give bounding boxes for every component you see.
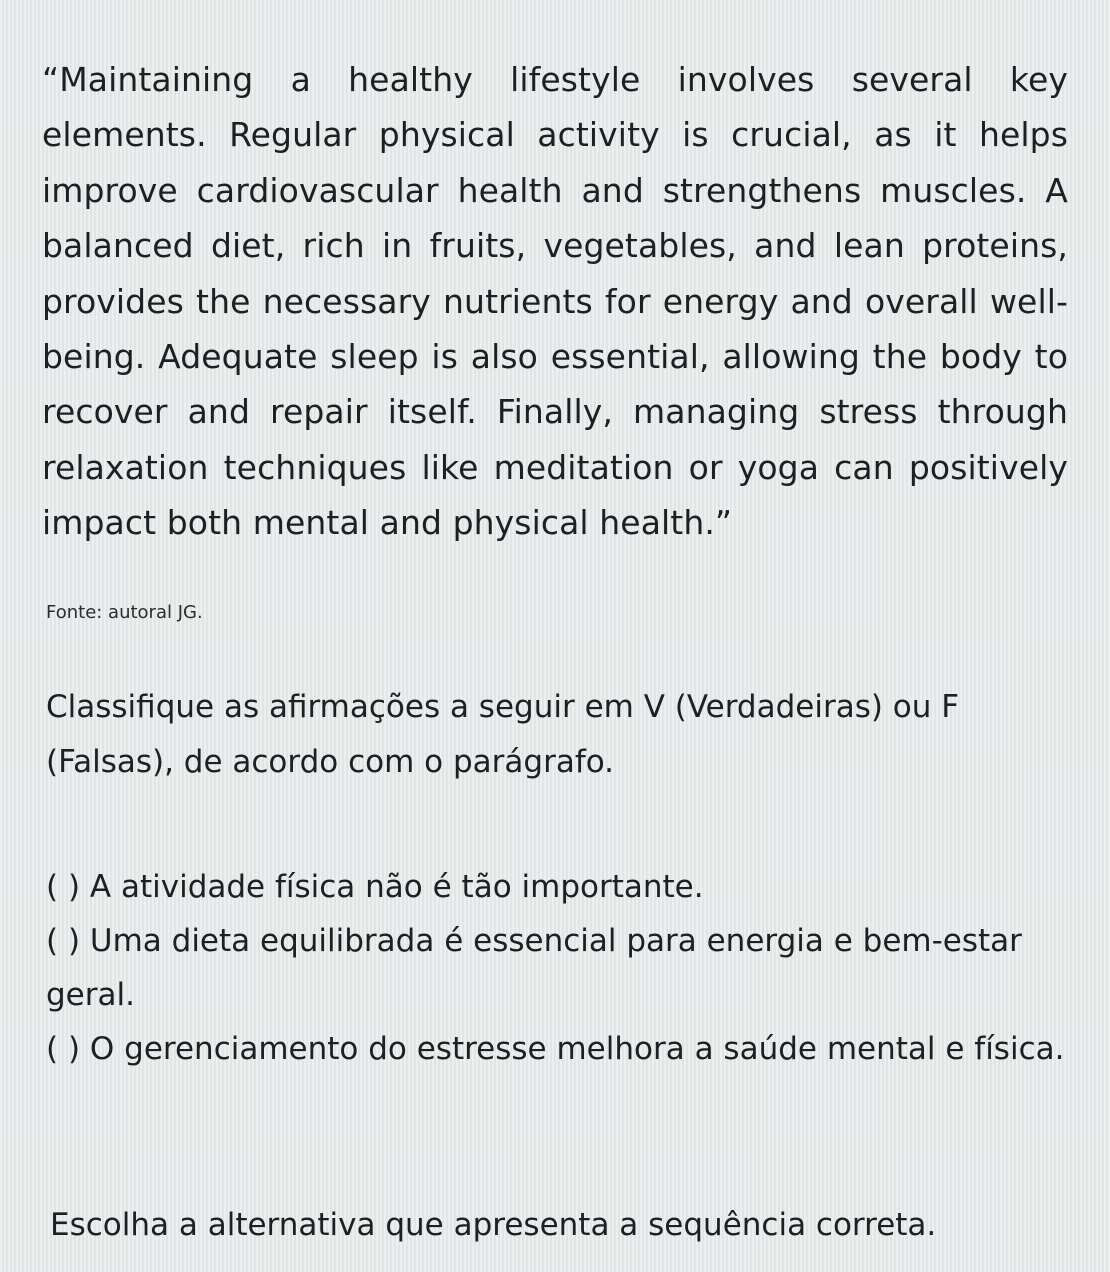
answer-blank[interactable]: ( ) (46, 923, 81, 959)
statement-text: Uma dieta equilibrada é essencial para energia e bem-estar geral. (46, 923, 1022, 1013)
answer-blank[interactable]: ( ) (46, 869, 81, 905)
source-citation: Fonte: autoral JG. (46, 602, 203, 623)
statement-text: O gerenciamento do estresse melhora a saúde mental e física. (89, 1031, 1065, 1067)
passage-text: “Maintaining a healthy lifestyle involves several key elements. Regular physical activity is crucial, as it helps improve cardiovascular health and strengthens muscles. A balanced diet, rich in fruits, vegetables, and lean proteins, provides the necessary nutrients for energy and overall well-being. Adequate sleep is also essential, allowing the body to recover and repair itself. Finally, managing stress through relaxation techniques like meditation or yoga can positively impact both mental and physical health.” (42, 60, 1068, 543)
statement-text: A atividade física não é tão importante. (89, 869, 704, 905)
statement-item (46, 1022, 1070, 1076)
statement-item (46, 914, 1070, 1022)
statement-list (46, 860, 1070, 1076)
statement-item (46, 860, 1070, 914)
answer-blank[interactable]: ( ) (46, 1031, 81, 1067)
question-prompt: Escolha a alternativa que apresenta a sequência correta. (50, 1207, 937, 1243)
instruction-text: Classifique as afirmações a seguir em V (Verdadeiras) ou F (Falsas), de acordo com o parágrafo. (46, 689, 960, 780)
